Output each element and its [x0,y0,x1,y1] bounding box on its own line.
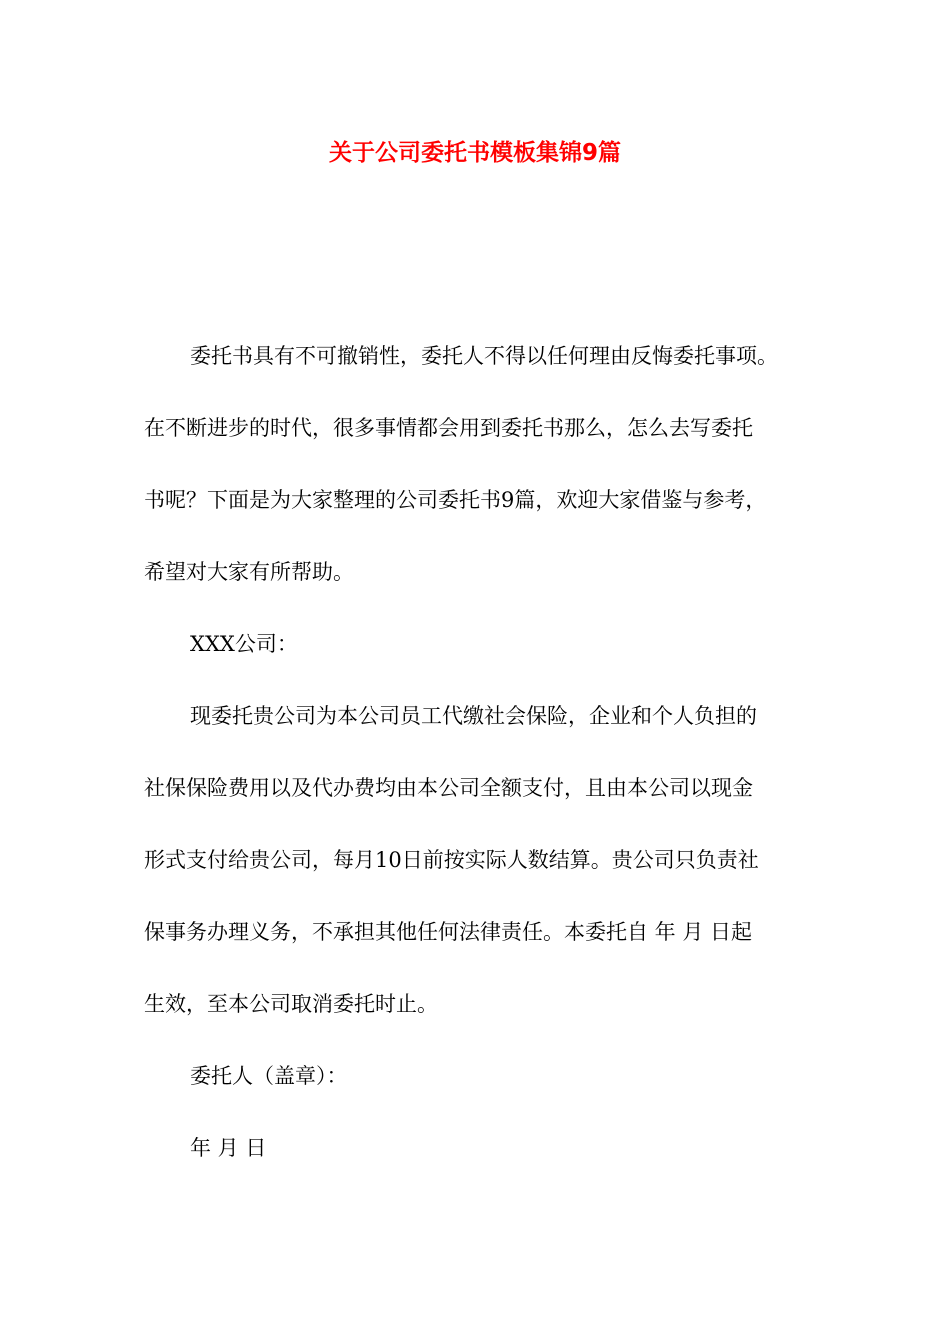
signature-paragraph [144,1040,816,1112]
body-line: 保事务办理义务，不承担其他任何法律责任。本委托自 年 月 日起 [144,920,753,944]
intro-line: 书呢？下面是为大家整理的公司委托书9篇，欢迎大家借鉴与参考， [144,488,767,512]
signature-line: 委托人（盖章）： [190,1064,348,1088]
date-paragraph [144,1112,816,1184]
intro-line: 委托书具有不可撤销性，委托人不得以任何理由反悔委托事项。 [190,344,778,368]
document-body [144,320,816,1184]
body-paragraph [144,680,816,1040]
body-line: 形式支付给贵公司，每月10日前按实际人数结算。贵公司只负责社 [144,848,759,872]
document-title: 关于公司委托书模板集锦9篇 [328,140,621,166]
date-line: 年 月 日 [190,1136,267,1160]
body-line: 生效，至本公司取消委托时止。 [144,992,438,1016]
salutation-paragraph [144,608,816,680]
body-line: 社保保险费用以及代办费均由本公司全额支付，且由本公司以现金 [144,776,753,800]
intro-line: 希望对大家有所帮助。 [144,560,354,584]
intro-paragraph [144,320,816,608]
intro-line: 在不断进步的时代，很多事情都会用到委托书那么，怎么去写委托 [144,416,753,440]
salutation: XXX公司： [190,632,298,656]
body-line: 现委托贵公司为本公司员工代缴社会保险，企业和个人负担的 [190,704,757,728]
